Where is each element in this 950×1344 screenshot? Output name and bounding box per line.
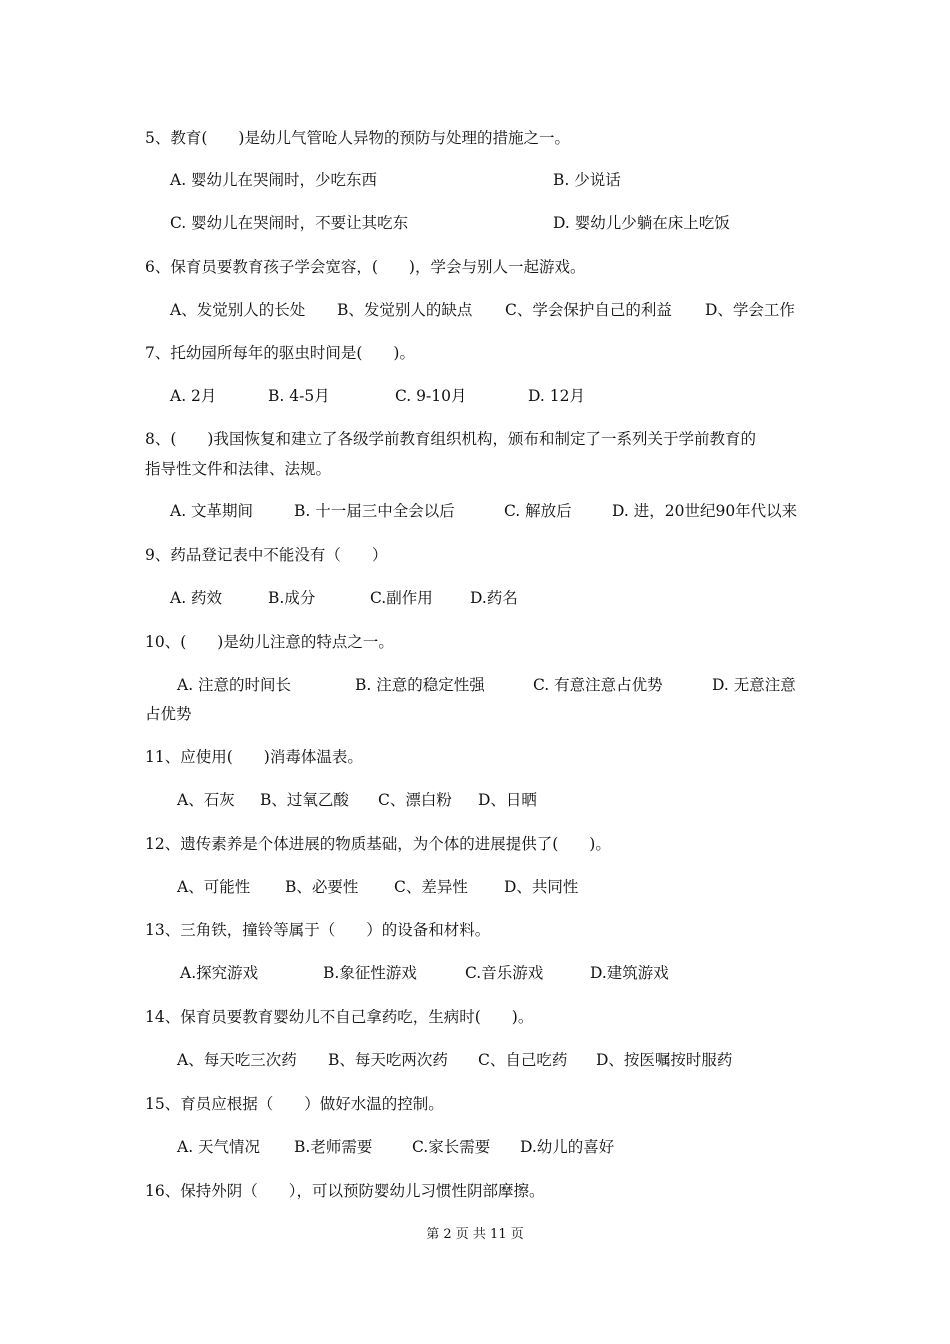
option-5a: A. 婴幼儿在哭闹时，少吃东西 bbox=[170, 171, 378, 189]
option-13c: C.音乐游戏 bbox=[465, 964, 544, 982]
question-8: 8、( )我国恢复和建立了各级学前教育组织机构，颁布和制定了一系列关于学前教育的 bbox=[145, 430, 756, 448]
option-8b: B. 十一届三中全会以后 bbox=[294, 502, 455, 520]
question-5: 5、教育( )是幼儿气管呛人异物的预防与处理的措施之一。 bbox=[145, 129, 570, 147]
option-14a: A、每天吃三次药 bbox=[177, 1051, 297, 1069]
option-10b: B. 注意的稳定性强 bbox=[355, 676, 485, 694]
option-12d: D、共同性 bbox=[504, 878, 579, 896]
option-7d: D. 12月 bbox=[528, 387, 585, 405]
question-7: 7、托幼园所每年的驱虫时间是( )。 bbox=[145, 344, 415, 362]
option-6b: B、发觉别人的缺点 bbox=[337, 301, 473, 319]
option-13d: D.建筑游戏 bbox=[590, 964, 669, 982]
option-11c: C、漂白粉 bbox=[378, 791, 452, 809]
option-15c: C.家长需要 bbox=[412, 1138, 491, 1156]
page-footer: 第 2 页 共 11 页 bbox=[426, 1227, 524, 1242]
question-11: 11、应使用( )消毒体温表。 bbox=[145, 748, 363, 766]
option-6c: C、学会保护自己的利益 bbox=[505, 301, 672, 319]
option-5c: C. 婴幼儿在哭闹时，不要让其吃东 bbox=[170, 214, 409, 232]
option-15a: A. 天气情况 bbox=[177, 1138, 261, 1156]
option-12b: B、必要性 bbox=[285, 878, 359, 896]
option-13b: B.象征性游戏 bbox=[323, 964, 417, 982]
option-10c: C. 有意注意占优势 bbox=[533, 676, 663, 694]
question-14: 14、保育员要教育婴幼儿不自己拿药吃，生病时( )。 bbox=[145, 1008, 534, 1026]
option-9d: D.药名 bbox=[470, 589, 518, 607]
option-10d-wrap: 占优势 bbox=[145, 705, 192, 723]
option-9a: A. 药效 bbox=[170, 589, 223, 607]
option-5b: B. 少说话 bbox=[553, 171, 621, 189]
question-10: 10、( )是幼儿注意的特点之一。 bbox=[145, 633, 394, 651]
option-8c: C. 解放后 bbox=[504, 502, 572, 520]
option-15d: D.幼儿的喜好 bbox=[520, 1138, 615, 1156]
option-12a: A、可能性 bbox=[177, 878, 251, 896]
option-8a: A. 文革期间 bbox=[170, 502, 254, 520]
option-6d: D、学会工作 bbox=[705, 301, 795, 319]
option-14c: C、自己吃药 bbox=[478, 1051, 568, 1069]
question-8-continued: 指导性文件和法律、法规。 bbox=[145, 460, 332, 478]
option-10d: D. 无意注意 bbox=[712, 676, 796, 694]
option-11d: D、日晒 bbox=[478, 791, 537, 809]
question-12: 12、遗传素养是个体进展的物质基础，为个体的进展提供了( )。 bbox=[145, 835, 611, 853]
option-11b: B、过氧乙酸 bbox=[260, 791, 349, 809]
question-13: 13、三角铁，撞铃等属于（ ）的设备和材料。 bbox=[145, 921, 491, 939]
option-12c: C、差异性 bbox=[394, 878, 468, 896]
option-9c: C.副作用 bbox=[370, 589, 433, 607]
question-16: 16、保持外阴（ ），可以预防婴幼儿习惯性阴部摩擦。 bbox=[145, 1182, 545, 1200]
option-9b: B.成分 bbox=[268, 589, 316, 607]
option-6a: A、发觉别人的长处 bbox=[170, 301, 306, 319]
question-9: 9、药品登记表中不能没有（ ） bbox=[145, 546, 388, 564]
option-11a: A、石灰 bbox=[177, 791, 235, 809]
option-8d: D. 进，20世纪90年代以来 bbox=[612, 502, 798, 520]
option-10a: A. 注意的时间长 bbox=[177, 676, 292, 694]
question-15: 15、育员应根据（ ）做好水温的控制。 bbox=[145, 1095, 444, 1113]
option-15b: B.老师需要 bbox=[294, 1138, 373, 1156]
option-7a: A. 2月 bbox=[170, 387, 217, 405]
option-5d: D. 婴幼儿少躺在床上吃饭 bbox=[553, 214, 730, 232]
option-7c: C. 9-10月 bbox=[395, 387, 467, 405]
option-13a: A.探究游戏 bbox=[180, 964, 259, 982]
option-14b: B、每天吃两次药 bbox=[328, 1051, 448, 1069]
question-6: 6、保育员要教育孩子学会宽容，( )，学会与别人一起游戏。 bbox=[145, 258, 586, 276]
option-14d: D、按医嘱按时服药 bbox=[596, 1051, 733, 1069]
option-7b: B. 4-5月 bbox=[268, 387, 330, 405]
